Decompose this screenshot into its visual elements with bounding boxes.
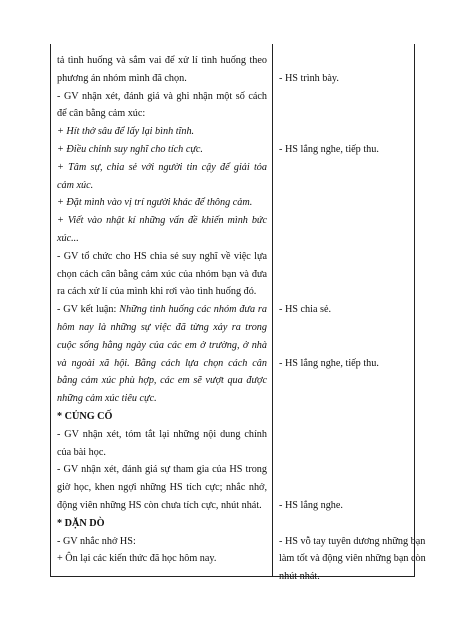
teacher-activity-line: của bài học. <box>57 446 106 458</box>
teacher-activity-line: chọn cách cân bằng cảm xúc của nhóm bạn và đưa <box>57 268 267 280</box>
teacher-activity-line: - GV nhận xét, đánh giá sự tham gia của HS trong <box>57 464 267 476</box>
teacher-activity-line: phương án nhóm mình đã chọn. <box>57 72 187 84</box>
teacher-activity-line: những cảm xúc tiêu cực. <box>57 393 157 405</box>
teacher-activity-line: giờ học, khen ngợi những HS tích cực; nhắc nhở, <box>57 482 267 494</box>
teacher-activity-line: - GV tổ chức cho HS chia sẻ suy nghĩ về việc lựa <box>57 250 267 262</box>
teacher-activity-line: cuộc sống hằng ngày của các em ở trường, ở nhà <box>57 339 267 351</box>
teacher-activity-line: xúc... <box>57 233 79 244</box>
teacher-activity-line: ra cách xử lí của mình khi rơi vào tình huống đó. <box>57 286 257 298</box>
section-heading: * CỦNG CỐ <box>57 411 113 422</box>
conclusion-text: Những tình huống các nhóm đưa ra <box>119 304 267 316</box>
student-activity-line: nhút nhát. <box>279 571 320 583</box>
teacher-activity-line: động viên những HS còn chưa tích cực, nhút nhát. <box>57 500 262 511</box>
student-activity-line: - HS chia sẻ. <box>279 304 332 316</box>
teacher-activity-line: + Đặt mình vào vị trí người khác để thông cảm. <box>57 197 253 209</box>
teacher-activity-line: + Hít thở sâu để lấy lại bình tĩnh. <box>57 126 195 138</box>
section-heading: * DẶN DÒ <box>57 517 105 529</box>
teacher-activity-line: + Ôn lại các kiến thức đã học hôm nay. <box>57 553 217 565</box>
student-activity-line: - HS vỗ tay tuyên dương những bạn <box>279 535 426 547</box>
teacher-activity-line: và ngoài xã hội. Bằng cách lựa chọn cách cân <box>57 357 267 369</box>
student-activity-line: - HS lắng nghe. <box>279 500 343 511</box>
student-activity-line: - HS trình bày. <box>279 72 339 84</box>
teacher-activity-line <box>57 304 267 316</box>
teacher-activity-line: bằng cảm xúc phù hợp, các em sẽ vượt qua được <box>57 375 267 387</box>
teacher-activity-line: - GV nhận xét, tóm tắt lại những nội dung chính <box>57 428 267 440</box>
teacher-activity-line: cảm xúc. <box>57 179 94 191</box>
column-divider <box>272 44 273 577</box>
teacher-activity-line: + Tâm sự, chia sẻ với người tin cậy để giải tỏa <box>57 161 267 173</box>
conclusion-label: - GV kết luận: <box>57 304 120 316</box>
teacher-activity-line: để cân bằng cảm xúc: <box>57 108 146 120</box>
teacher-activity-line: hôm nay là những sự việc đã từng xảy ra trong <box>57 322 267 333</box>
teacher-activity-line: + Viết vào nhật kí những vấn đề khiến mình bức <box>57 215 267 227</box>
teacher-activity-line: - GV nhắc nhở HS: <box>57 535 136 547</box>
student-activity-line: làm tốt và động viên những bạn còn <box>279 553 426 565</box>
student-activity-line: - HS lắng nghe, tiếp thu. <box>279 144 379 155</box>
teacher-activity-line: - GV nhận xét, đánh giá và ghi nhận một số cách <box>57 90 267 102</box>
student-activity-line: - HS lắng nghe, tiếp thu. <box>279 357 379 369</box>
teacher-activity-line: tả tình huống và sắm vai để xử lí tình huống theo <box>57 55 267 66</box>
teacher-activity-line: + Điều chỉnh suy nghĩ cho tích cực. <box>57 144 203 155</box>
